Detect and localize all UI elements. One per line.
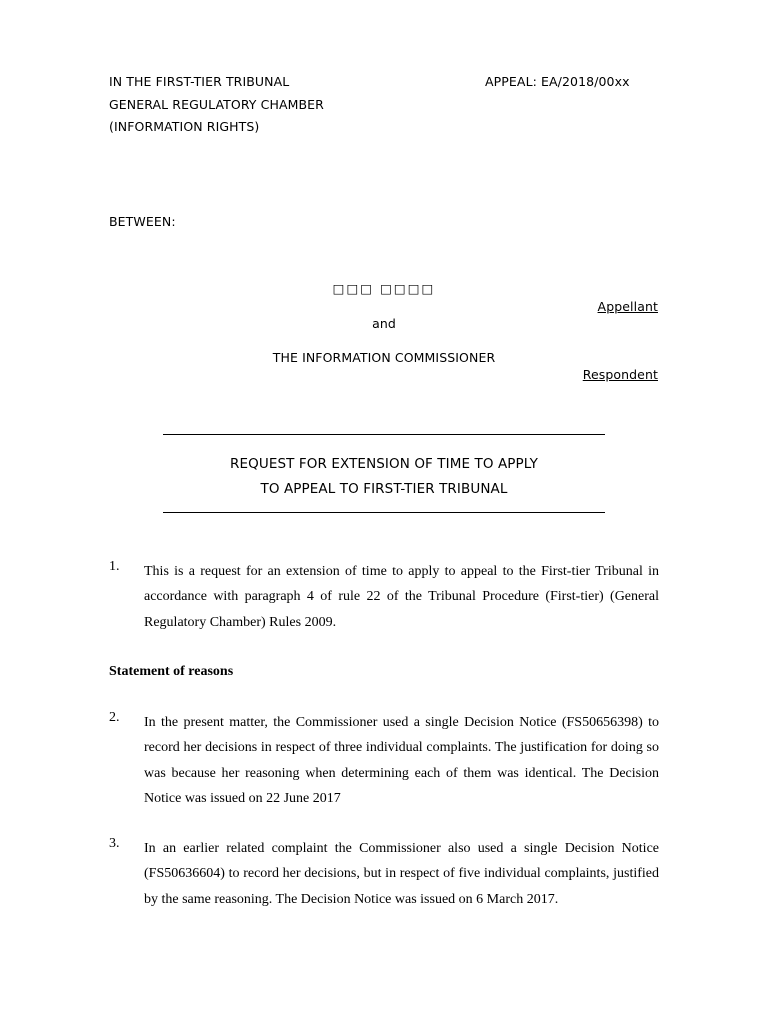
paragraph-text: In an earlier related complaint the Commissioner also used a single Decision Notice (FS50636604) to record her decisions, but in respect of five individual complaints, justified by the same reasoning. The Decision Notice was issued on 6 March 2017. — [144, 841, 659, 907]
between-label: BETWEEN: — [109, 214, 176, 229]
document-title-line-2: TO APPEAL TO FIRST-TIER TRIBUNAL — [260, 481, 508, 497]
appellant-role-label: Appellant — [597, 299, 658, 314]
respondent-name: THE INFORMATION COMMISSIONER — [272, 350, 496, 365]
title-top-rule — [163, 434, 605, 435]
paragraph-text: In the present matter, the Commissioner used a single Decision Notice (FS50656398) to record her decisions in respect of three individual complaints. The justification for doing so was because her reasoning when determining each of them was identical. The Decision Notice was issued on 22 June 2017 — [144, 715, 659, 806]
title-bottom-rule — [163, 512, 605, 513]
paragraph-text: This is a request for an extension of time to apply to appeal to the First-tier Tribunal in accordance with paragraph 4 of rule 22 of the Tribunal Procedure (First-tier) (General Regulatory Chamber) Rules 2009. — [144, 564, 659, 630]
court-name-line-3: (INFORMATION RIGHTS) — [109, 119, 260, 134]
appeal-reference: APPEAL: EA/2018/00xx — [485, 74, 630, 89]
respondent-role-label: Respondent — [582, 367, 658, 382]
section-heading: Statement of reasons — [109, 664, 234, 679]
paragraph-number: 2. — [109, 710, 120, 725]
document-title-line-1: REQUEST FOR EXTENSION OF TIME TO APPLY — [230, 456, 538, 472]
paragraph-number: 3. — [109, 836, 120, 851]
court-name-line-1: IN THE FIRST-TIER TRIBUNAL — [109, 74, 290, 89]
paragraph-number: 1. — [109, 559, 120, 574]
court-name-line-2: GENERAL REGULATORY CHAMBER — [109, 97, 324, 112]
and-connector: and — [372, 316, 396, 331]
appellant-name: □□□ □□□□ — [332, 281, 436, 296]
